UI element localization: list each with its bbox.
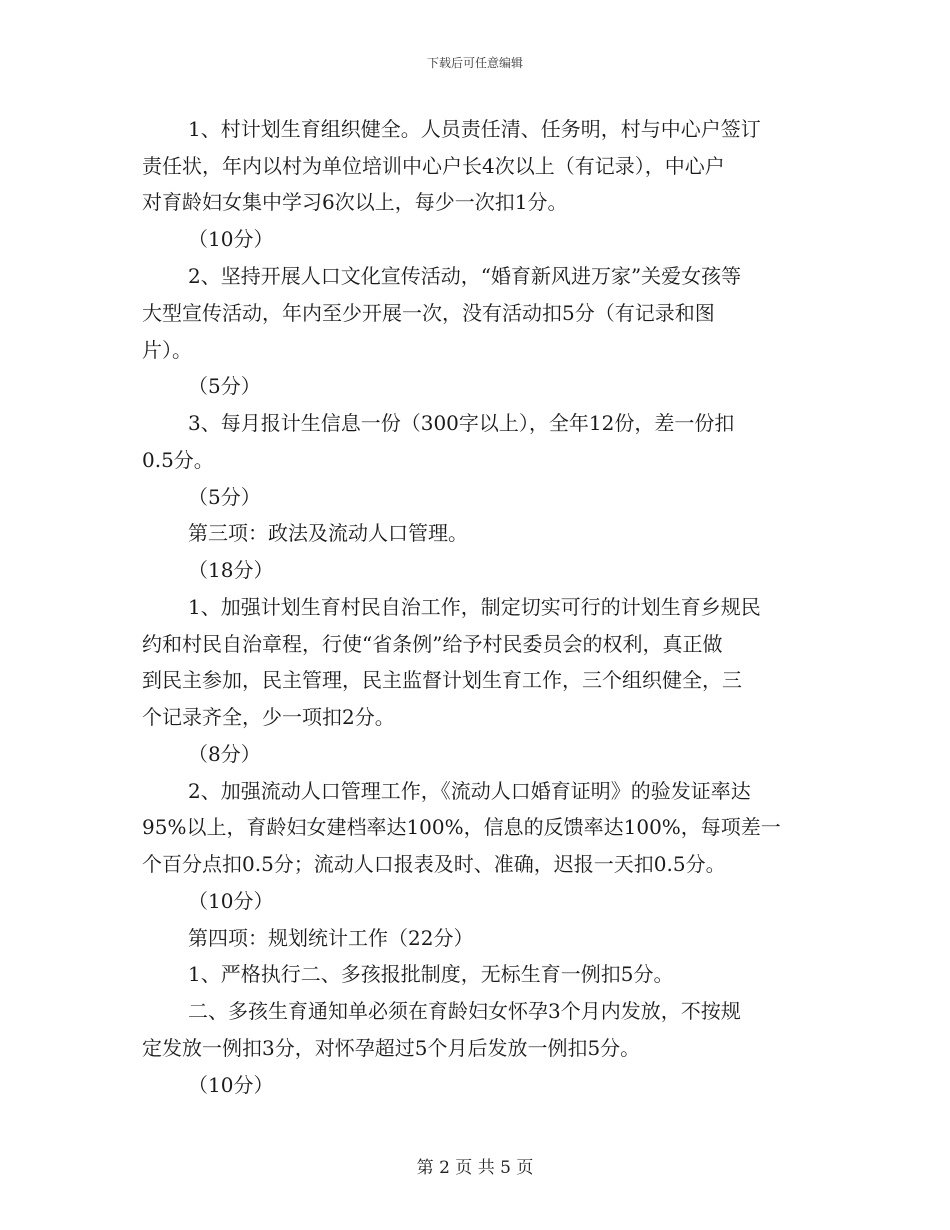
body-line: （5分） <box>188 485 261 509</box>
body-line: 责任状，年内以村为单位培训中心户长4次以上（有记录），中心户 <box>142 154 725 178</box>
body-line: 3、每月报计生信息一份（300字以上），全年12份，差一份扣 <box>188 411 735 435</box>
page-header: 下载后可任意编辑 <box>426 56 523 70</box>
section-heading: 第四项：规划统计工作（22分） <box>188 926 474 950</box>
body-line: 定发放一例扣3分，对怀孕超过5个月后发放一例扣5分。 <box>142 1036 641 1060</box>
body-line: （10分） <box>188 227 274 251</box>
body-line: 二、多孩生育通知单必须在育龄妇女怀孕3个月内发放，不按规 <box>188 999 741 1023</box>
body-line: 1、加强计划生育村民自治工作，制定切实可行的计划生育乡规民 <box>188 595 761 619</box>
page-footer: 第 2 页 共 5 页 <box>416 1158 534 1178</box>
body-line: （8分） <box>188 742 261 766</box>
body-line: 到民主参加，民主管理，民主监督计划生育工作，三个组织健全，三 <box>142 668 742 692</box>
body-line: 2、加强流动人口管理工作，《流动人口婚育证明》的验发证率达 <box>188 779 751 803</box>
body-line: 2、坚持开展人口文化宣传活动，“婚育新风进万家”关爱女孩等 <box>188 264 742 288</box>
body-line: 1、严格执行二、多孩报批制度，无标生育一例扣5分。 <box>188 962 674 986</box>
body-line: 1、村计划生育组织健全。人员责任清、任务明，村与中心户签订 <box>188 117 761 141</box>
body-line: 对育龄妇女集中学习6次以上，每少一次扣1分。 <box>142 190 568 214</box>
body-line: 95%以上，育龄妇女建档率达100%，信息的反馈率达100%，每项差一 <box>142 815 781 839</box>
body-line: 约和村民自治章程，行使“省条例”给予村民委员会的权利，真正做 <box>142 632 723 656</box>
body-line: 个百分点扣0.5分；流动人口报表及时、准确，迟报一天扣0.5分。 <box>142 852 726 876</box>
section-heading: 第三项：政法及流动人口管理。 <box>188 521 468 545</box>
body-line: （18分） <box>188 558 274 582</box>
body-line: 0.5分。 <box>142 448 214 472</box>
body-line: 大型宣传活动，年内至少开展一次，没有活动扣5分（有记录和图 <box>142 301 715 325</box>
body-line: 个记录齐全，少一项扣2分。 <box>142 705 395 729</box>
body-line: 片）。 <box>142 338 192 362</box>
body-line: （10分） <box>188 1073 274 1097</box>
body-line: （10分） <box>188 889 274 913</box>
body-line: （5分） <box>188 374 261 398</box>
